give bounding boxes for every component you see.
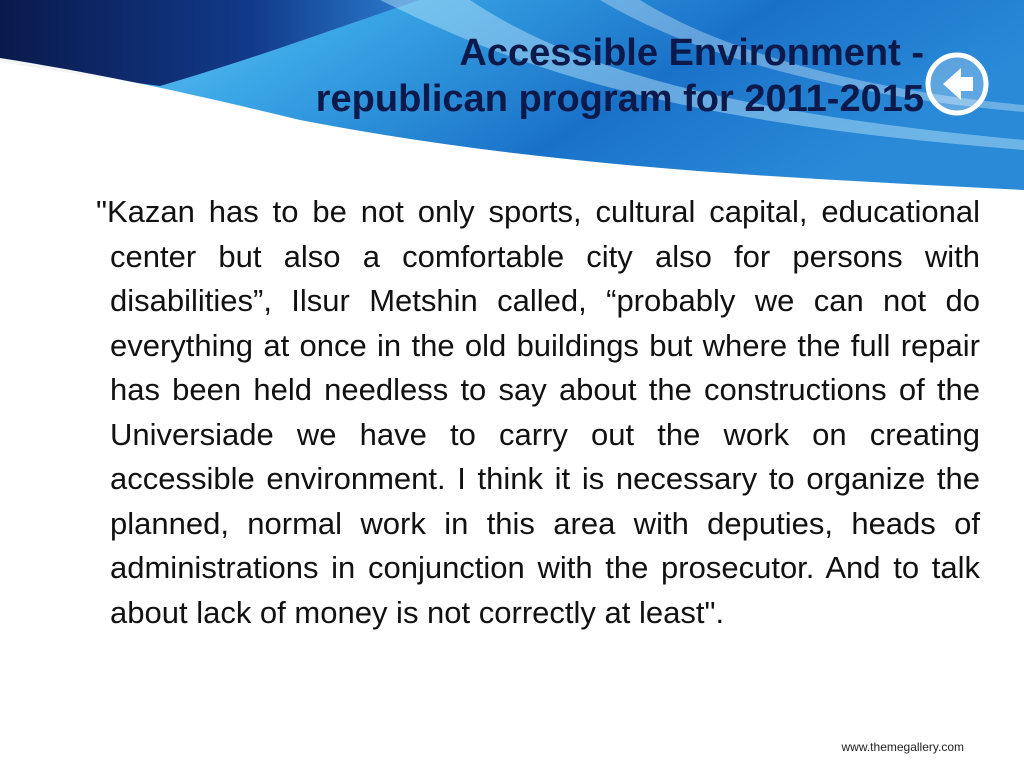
footer-url: www.themegallery.com: [841, 740, 964, 754]
back-arrow-icon: [921, 48, 993, 120]
body-quote: "Kazan has to be not only sports, cultural capital, educational center but also a comfortable city also for persons with disabilities”, Ilsur Metshin called, “probably we can not do everything at once in the old buildings but where the full repair has been held needless to say about the constructions of the Universiade we have to carry out the work on creating accessible environment. I think it is necessary to organize the planned, normal work in this area with deputies, heads of administrations in conjunction with the prosecutor. And to talk about lack of money is not correctly at least".: [96, 194, 980, 630]
slide-title-line-1: Accessible Environment -: [459, 32, 924, 74]
slide-title: [124, 30, 924, 122]
back-button[interactable]: [921, 48, 993, 120]
slide-title-line-2: republican program for 2011-2015: [315, 78, 924, 120]
